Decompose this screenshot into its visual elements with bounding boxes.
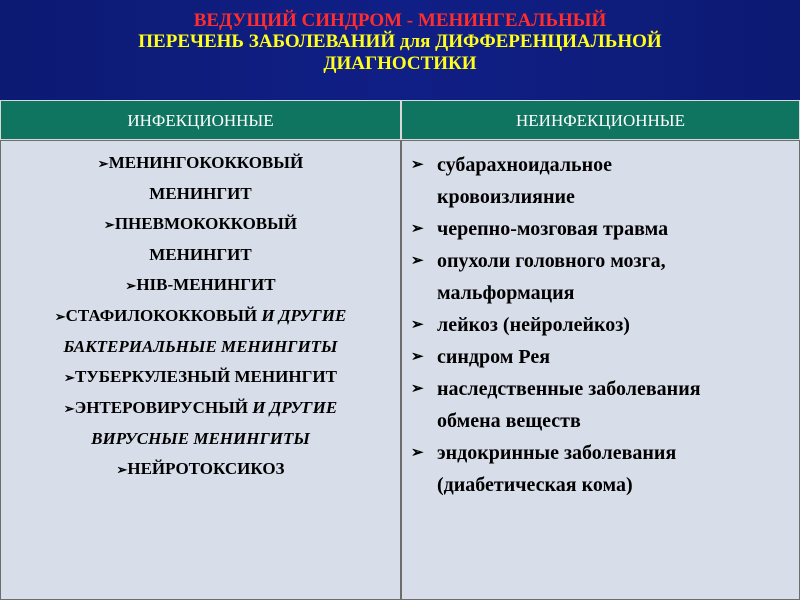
infectious-line	[1, 424, 400, 454]
noninfectious-item	[408, 245, 796, 309]
arrowhead-bullet-icon: ➢	[116, 462, 128, 477]
header-infectious: ИНФЕКЦИОННЫЕ	[0, 100, 401, 140]
disease-name-italic: БАКТЕРИАЛЬНЫЕ МЕНИНГИТЫ	[63, 337, 338, 356]
disease-name: ПНЕВМОКОККОВЫЙ	[114, 214, 298, 233]
arrowhead-bullet-icon: ➢	[411, 221, 424, 237]
disease-name: МЕНИНГИТ	[149, 245, 252, 264]
arrowhead-bullet-icon: ➢	[64, 370, 75, 385]
arrowhead-bullet-icon: ➢	[411, 349, 424, 365]
infectious-line	[1, 148, 400, 179]
disease-name: МЕНИНГОКОККОВЫЙ	[108, 153, 304, 172]
infectious-line	[1, 393, 400, 424]
arrowhead-bullet-icon: ➢	[54, 309, 66, 324]
arrowhead-bullet-icon: ➢	[411, 253, 424, 269]
disease-name-italic: И ДРУГИЕ	[261, 306, 347, 325]
noninfectious-item-text: синдром Рея	[437, 346, 551, 368]
arrowhead-bullet-icon: ➢	[411, 157, 424, 173]
arrowhead-bullet-icon: ➢	[103, 217, 115, 232]
noninfectious-list	[408, 149, 796, 501]
disease-name-italic: И ДРУГИЕ	[252, 398, 338, 417]
disease-name: НЕЙРОТОКСИКОЗ	[127, 459, 285, 478]
header-noninfectious: НЕИНФЕКЦИОННЫЕ	[401, 100, 800, 140]
infectious-line	[1, 270, 400, 301]
disease-name: HIB-МЕНИНГИТ	[136, 275, 276, 294]
noninfectious-item-text: опухоли головного мозга,	[437, 250, 666, 272]
arrowhead-bullet-icon: ➢	[63, 401, 75, 416]
arrowhead-bullet-icon: ➢	[411, 445, 424, 461]
infectious-line	[1, 240, 400, 270]
arrowhead-bullet-icon: ➢	[411, 381, 424, 397]
arrowhead-bullet-icon: ➢	[125, 278, 137, 293]
disease-name-italic: ВИРУСНЫЕ МЕНИНГИТЫ	[91, 429, 310, 448]
infectious-list	[1, 148, 400, 485]
title-line-2a: ПЕРЕЧЕНЬ ЗАБОЛЕВАНИЙ для ДИФФЕРЕНЦИАЛЬНОЙ	[138, 31, 662, 52]
noninfectious-item-text: обмена веществ	[437, 410, 581, 432]
noninfectious-item-text: наследственные заболевания	[437, 378, 701, 400]
noninfectious-item	[408, 213, 796, 245]
infectious-line	[1, 301, 400, 332]
noninfectious-item-text: черепно-мозговая травма	[437, 218, 669, 240]
disease-name: ТУБЕРКУЛЕЗНЫЙ МЕНИНГИТ	[74, 367, 337, 386]
noninfectious-item	[408, 341, 796, 373]
title-line-1: ВЕДУЩИЙ СИНДРОМ - МЕНИНГЕАЛЬНЫЙ	[193, 10, 607, 31]
noninfectious-item-text: мальформация	[437, 282, 575, 304]
noninfectious-item-text: лейкоз (нейролейкоз)	[437, 314, 630, 336]
disease-name: МЕНИНГИТ	[149, 184, 252, 203]
disease-name: ЭНТЕРОВИРУСНЫЙ	[74, 398, 253, 417]
noninfectious-item-text: кровоизлияние	[437, 186, 575, 208]
infectious-line	[1, 179, 400, 209]
noninfectious-item	[408, 309, 796, 341]
noninfectious-item	[408, 437, 796, 501]
infectious-line	[1, 209, 400, 240]
title-line-2b: ДИАГНОСТИКИ	[323, 53, 477, 74]
noninfectious-item	[408, 373, 796, 437]
arrowhead-bullet-icon: ➢	[97, 156, 109, 171]
noninfectious-item-text: эндокринные заболевания	[437, 442, 677, 464]
noninfectious-item-text: субарахноидальное	[437, 154, 613, 176]
slide-header	[0, 0, 800, 100]
diagnosis-table	[0, 100, 800, 600]
disease-name: СТАФИЛОКОККОВЫЙ	[65, 306, 262, 325]
infectious-cell	[0, 140, 401, 600]
arrowhead-bullet-icon: ➢	[411, 317, 424, 333]
noninfectious-item-text: (диабетическая кома)	[437, 474, 633, 496]
infectious-line	[1, 362, 400, 393]
title-line-2	[0, 31, 800, 75]
infectious-line	[1, 332, 400, 362]
noninfectious-item	[408, 149, 796, 213]
infectious-line	[1, 454, 400, 485]
noninfectious-cell	[401, 140, 800, 600]
